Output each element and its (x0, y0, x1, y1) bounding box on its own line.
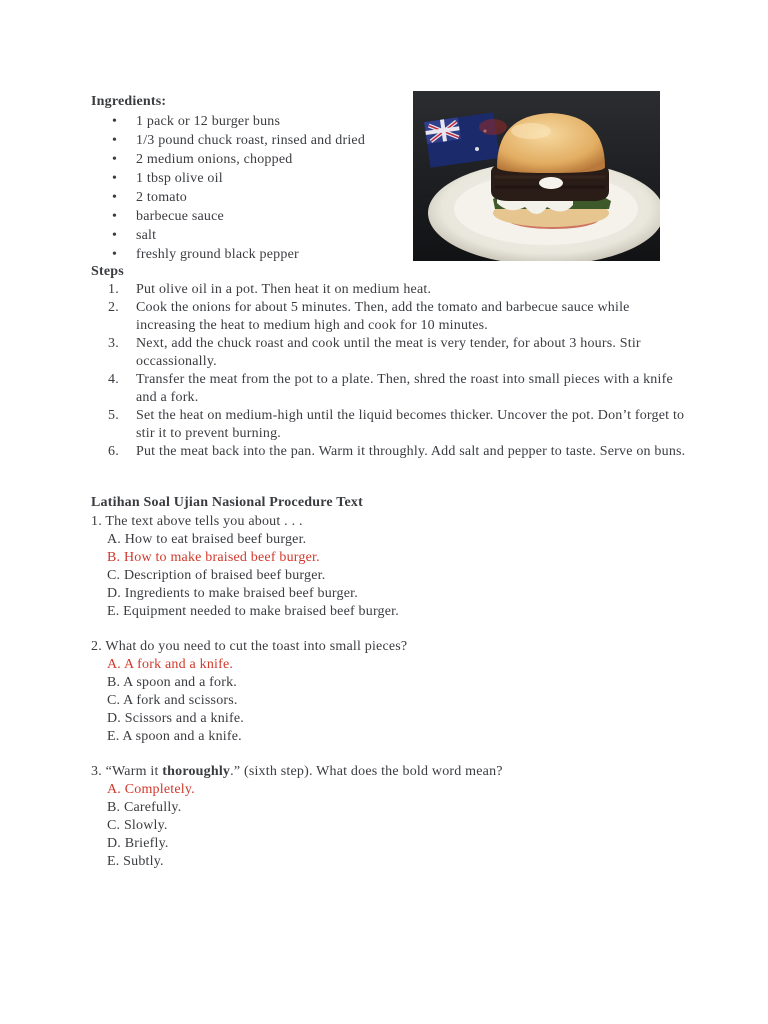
ingredients-heading: Ingredients: (91, 94, 167, 109)
answer-option: D. Scissors and a knife. (107, 711, 245, 726)
answer-option: C. Description of braised beef burger. (107, 568, 326, 583)
ingredients-list (112, 112, 365, 264)
step-number: 6. (108, 444, 119, 459)
list-item: • salt (112, 228, 157, 243)
quiz-title: Latihan Soal Ujian Nasional Procedure Text (91, 495, 363, 510)
list-item (108, 299, 688, 335)
list-item (108, 281, 688, 299)
bullet-icon: • (112, 114, 118, 129)
step-number: 1. (108, 282, 119, 297)
bullet-icon: • (112, 171, 118, 186)
list-item: • barbecue sauce (112, 209, 224, 224)
step-number: 4. (108, 372, 119, 387)
list-item: • 1/3 pound chuck roast, rinsed and dried (112, 133, 366, 148)
answer-option-correct: A. Completely. (107, 782, 195, 797)
answer-option: A. How to eat braised beef burger. (107, 532, 307, 547)
question-stem: 3. “Warm it thoroughly.” (sixth step). What does the bold word mean? (91, 764, 503, 779)
question-3 (91, 763, 503, 871)
step-number: 2. (108, 300, 119, 315)
step-text: Transfer the meat from the pot to a plate. Then, shred the roast into small pieces with a knife and a fork. (136, 372, 673, 405)
answer-option: C. Slowly. (107, 818, 168, 833)
step-text: Set the heat on medium-high until the liquid becomes thicker. Uncover the pot. Don’t forget to stir it to prevent burning. (136, 408, 685, 441)
step-text: Put the meat back into the pan. Warm it throughly. Add salt and pepper to taste. Serve on buns. (136, 444, 686, 459)
question-1 (91, 513, 399, 621)
step-number: 5. (108, 408, 119, 423)
bullet-icon: • (112, 152, 118, 167)
bold-word: thoroughly (162, 764, 231, 779)
step-number: 3. (108, 336, 119, 351)
answer-option-correct: B. How to make braised beef burger. (107, 550, 320, 565)
answer-option-correct: A. A fork and a knife. (107, 657, 234, 672)
list-item (108, 371, 688, 407)
answer-option: E. Subtly. (107, 854, 164, 869)
burger-photo (413, 91, 660, 261)
answer-option: B. Carefully. (107, 800, 182, 815)
bullet-icon: • (112, 228, 118, 243)
bullet-icon: • (112, 209, 118, 224)
question-stem: 1. The text above tells you about . . . (91, 514, 303, 529)
answer-option: D. Briefly. (107, 836, 169, 851)
steps-list (108, 281, 688, 461)
step-text: Put olive oil in a pot. Then heat it on medium heat. (136, 282, 432, 297)
list-item (108, 407, 688, 443)
list-item: • 2 tomato (112, 190, 187, 205)
answer-option: E. Equipment needed to make braised beef burger. (107, 604, 399, 619)
steps-heading: Steps (91, 264, 124, 279)
answer-option: D. Ingredients to make braised beef burger. (107, 586, 358, 601)
answer-option: B. A spoon and a fork. (107, 675, 238, 690)
step-text: Next, add the chuck roast and cook until the meat is very tender, for about 3 hours. Stir occassionally. (136, 336, 641, 369)
step-text: Cook the onions for about 5 minutes. Then, add the tomato and barbecue sauce while increasing the heat to medium high and cook for 10 minutes. (136, 300, 630, 333)
question-2 (91, 638, 407, 746)
answer-option: E. A spoon and a knife. (107, 729, 242, 744)
list-item: • freshly ground black pepper (112, 247, 299, 262)
list-item: • 1 tbsp olive oil (112, 171, 223, 186)
bullet-icon: • (112, 247, 118, 262)
question-stem: 2. What do you need to cut the toast into small pieces? (91, 639, 408, 654)
answer-option: C. A fork and scissors. (107, 693, 238, 708)
list-item (108, 443, 688, 461)
list-item: • 1 pack or 12 burger buns (112, 114, 281, 129)
bullet-icon: • (112, 190, 118, 205)
list-item: • 2 medium onions, chopped (112, 152, 293, 167)
list-item (108, 335, 688, 371)
bullet-icon: • (112, 133, 118, 148)
